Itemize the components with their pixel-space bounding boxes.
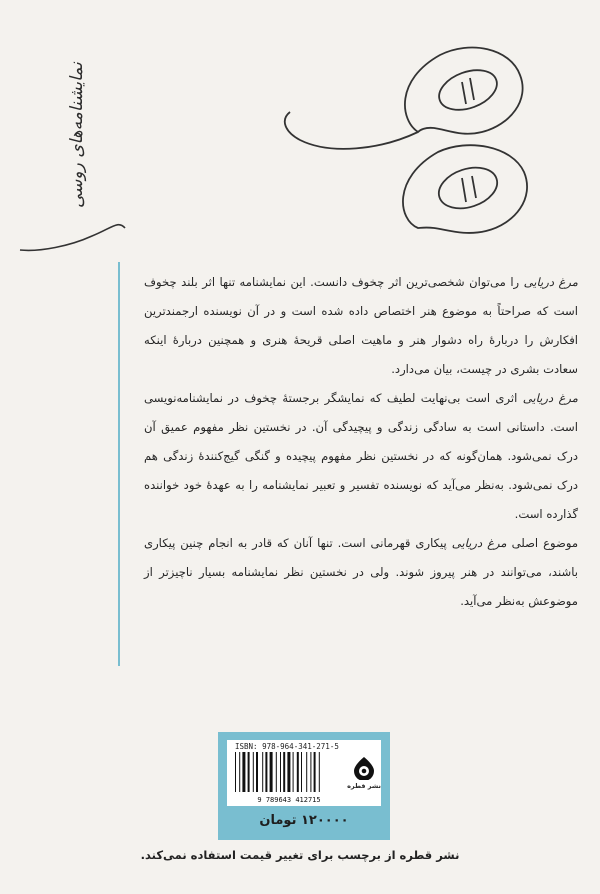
blurb-paragraph-1 [144,268,578,384]
book-title-inline: مرغ دریایی [522,391,579,405]
back-cover-blurb [118,262,592,666]
series-title: نمایشنامه‌های روسی [67,62,87,208]
hand-mirror-icon-bottom [403,145,527,233]
isbn-number: ISBN: 978-964-341-271-5 [235,742,339,751]
barcode-digits: 9 789643 412715 [257,796,321,804]
blurb-text: پیکاری قهرمانی است. تنها آنان که قادر به انجام چنین پیکاری باشند، می‌توانند در هنر پیروز شوند. ولی در نخستین نظر نمایشنامه بسیار ناچیزتر از موضوعش به‌نظر می‌آید. [144,536,578,608]
book-title-inline: مرغ دریایی [523,275,579,289]
blurb-paragraph-3 [144,529,578,616]
blurb-text: اثری است بی‌نهایت لطیف که نمایشگر برجستهٔ چخوف در نمایشنامه‌نویسی است. داستانی است به سادگی زندگی و پیچیدگی آن. در نخستین نظر مفهوم عمیق آن درک نمی‌شود. همان‌گونه که در نخستین نظر مفهوم پیچیده و گنگی گیج‌کنندهٔ زندگی هم درک نمی‌شود. به‌نظر می‌آید که نویسنده تفسیر و تعبیر نمایشنامه را به عهدهٔ خود خواننده گذارده است. [144,391,578,521]
barcode [233,752,345,804]
blurb-text: را می‌توان شخصی‌ترین اثر چخوف دانست. این نمایشنامه تنها اثر بلند چخوف است که صراحتاً به موضوع هنر اختصاص داده شده است و در آن نویسنده ارجمندترین افکارش را دربارهٔ راه دشوار هنر و ماهیت اصلی قریحهٔ هنری و همچنین دربارهٔ اینکه سعادت بشری در چیست، بیان می‌دارد. [144,275,578,376]
barcode-label [227,740,381,806]
publisher-logo-icon [353,756,375,780]
blurb-text: موضوع اصلی [511,536,579,550]
price-sticker-note: نشر قطره از برچسب برای تغییر قیمت استفاده نمی‌کند. [140,848,460,862]
price: ۱۲۰۰۰۰ تومان [259,813,349,828]
book-title-inline: مرغ دریایی [451,536,507,550]
barcode-panel [218,732,390,840]
publisher-name: نشر قطره [347,782,381,790]
publisher-logo [347,756,381,798]
hand-mirror-icon-top [285,48,523,149]
blurb-paragraph-2 [144,384,578,529]
